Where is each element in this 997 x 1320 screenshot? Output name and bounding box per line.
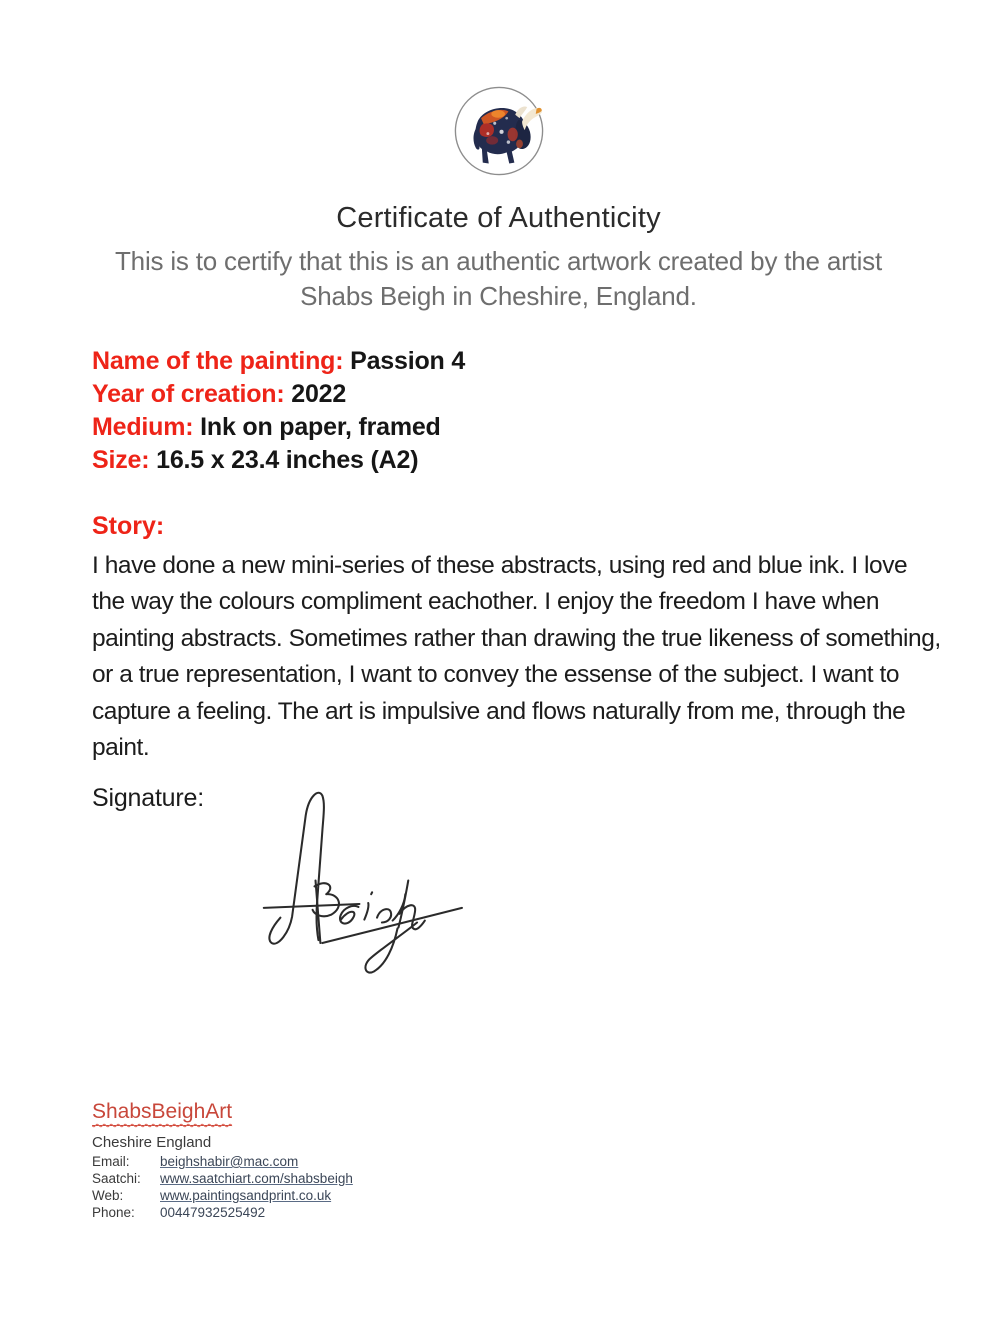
footer-brand-link[interactable]: ShabsBeighArt — [92, 1100, 232, 1126]
story-text: I have done a new mini-series of these abstracts, using red and blue ink. I love the way the colours compliment eachother. I enjoy the freedom I have when painting abstracts. Sometimes rather than drawing the true likeness of something, or a true representation, I want to convey the essense of the subject. I want to capture a feeling. The art is impulsive and flows naturally from me, through the paint. — [92, 552, 941, 762]
painting-details — [92, 345, 465, 477]
contact-email-link[interactable]: beighshabir@mac.com — [160, 1154, 299, 1169]
contact-phone-value: 00447932525492 — [160, 1205, 266, 1220]
contact-web-link[interactable]: www.paintingsandprint.co.uk — [160, 1188, 332, 1203]
story-heading: Story: — [92, 512, 165, 540]
detail-row-name — [92, 345, 465, 378]
detail-value: 16.5 x 23.4 inches (A2) — [156, 446, 419, 474]
footer-location: Cheshire England — [92, 1134, 212, 1151]
footer-contact-block — [92, 1100, 353, 1220]
detail-label: Name of the painting: — [92, 347, 344, 375]
detail-value: 2022 — [291, 380, 347, 408]
detail-row-medium — [92, 411, 465, 444]
subtitle-line-2: Shabs Beigh in Cheshire, England. — [300, 281, 697, 311]
detail-value: Passion 4 — [350, 347, 466, 375]
detail-value: Ink on paper, framed — [200, 413, 441, 441]
certificate-subtitle — [0, 244, 997, 314]
bull-logo-icon — [452, 165, 546, 182]
contact-label-web: Web: — [92, 1188, 124, 1203]
contact-label-saatchi: Saatchi: — [92, 1171, 141, 1186]
detail-row-size — [92, 444, 465, 477]
contact-label-phone: Phone: — [92, 1205, 135, 1220]
detail-row-year — [92, 378, 465, 411]
signature-icon — [250, 780, 465, 990]
subtitle-line-1: This is to certify that this is an authentic artwork created by the artist — [115, 246, 882, 276]
signature-label: Signature: — [92, 784, 204, 812]
contact-label-email: Email: — [92, 1154, 130, 1169]
detail-label: Year of creation: — [92, 380, 285, 408]
detail-label: Medium: — [92, 413, 194, 441]
contact-list — [92, 1155, 353, 1220]
contact-saatchi-link[interactable]: www.saatchiart.com/shabsbeigh — [160, 1171, 353, 1186]
detail-label: Size: — [92, 446, 150, 474]
artist-logo — [0, 84, 997, 183]
page-title: Certificate of Authenticity — [336, 202, 661, 234]
